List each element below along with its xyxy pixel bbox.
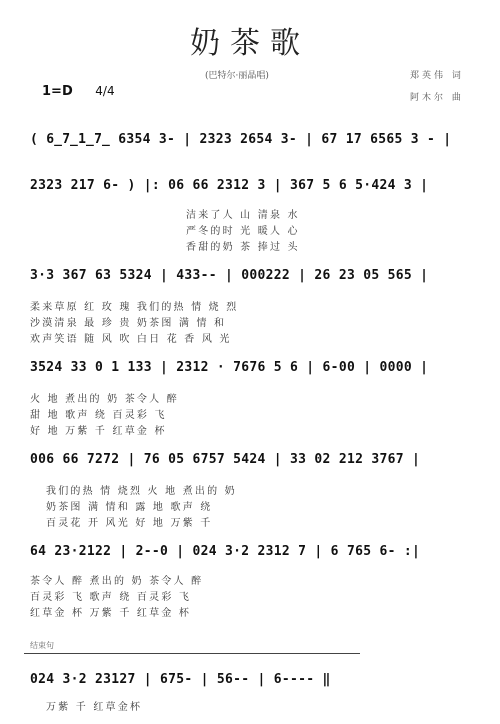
notation-line: 2323 217 6- ) |: 06 66 2312 3 | 367 5 6 5·424 3 | [30,178,429,193]
lyric-verse-2: 沙漠清泉 最 珍 贵 奶茶图 满 情 和 [30,318,227,329]
lyric-verse-3: 欢声笑语 随 风 吹 白日 花 香 风 光 [30,334,232,345]
lyric-verse-1: 万紫 千 红草金杯 [46,702,143,713]
lyric-verse-2: 严冬的时 光 暖人 心 [186,226,300,237]
lyric-verse-1: 茶令人 醉 煮出的 奶 茶令人 醉 [30,576,204,587]
lyric-verse-1: 火 地 煮出的 奶 茶令人 醉 [30,394,179,405]
lyric-verse-3: 香甜的奶 茶 捧过 头 [186,242,300,253]
notation-line: 006 66 7272 | 76 05 6757 5424 | 33 02 212 3767 | [30,452,421,467]
notation-line: ( 6̲7̲1̲7̲ 6354 3- | 2323 2654 3- | 67 17 6565 3 - | [30,132,452,147]
composer-credit: 阿木尔 曲 [410,93,464,103]
lyric-verse-2: 甜 地 歌声 绕 百灵彩 飞 [30,410,167,421]
lyric-verse-1: 洁来了人 山 清泉 水 [186,210,300,221]
time-signature: 4/4 [95,84,115,98]
notation-line: 024 3·2 23127 | 675- | 56-- | 6---- ‖ [30,672,331,687]
singer-subtitle: (巴特尔·丽晶唱) [205,71,269,81]
lyric-verse-2: 奶茶图 满 情和 露 地 歌声 绕 [46,502,213,513]
lyric-verse-1: 柔来草原 红 玫 瑰 我们的热 情 烧 烈 [30,302,239,313]
lyric-verse-1: 我们的热 情 烧烈 火 地 煮出的 奶 [46,486,237,497]
coda-label: 结束句 [30,641,54,650]
notation-line: 64 23·2122 | 2--0 | 024 3·2 2312 7 | 6 765 6- :| [30,544,421,559]
page-title: 奶茶歌 [190,26,310,61]
lyric-verse-2: 百灵彩 飞 歌声 绕 百灵彩 飞 [30,592,192,603]
key-signature [42,84,115,99]
coda-divider [24,653,360,654]
lyric-verse-3: 百灵花 开 风光 好 地 万紫 千 [46,518,213,529]
lyric-verse-3: 红草金 杯 万紫 千 红草金 杯 [30,608,192,619]
key-label: 1=D [42,84,73,99]
lyricist-credit: 郑英伟 词 [410,71,464,81]
lyric-verse-3: 好 地 万紫 千 红草金 杯 [30,426,167,437]
notation-line: 3·3 367 63 5324 | 433-- | 000222 | 26 23 05 565 | [30,268,429,283]
notation-line: 3524 33 0 1 133 | 2312 · 7676 5 6 | 6-00 | 0000 | [30,360,429,375]
